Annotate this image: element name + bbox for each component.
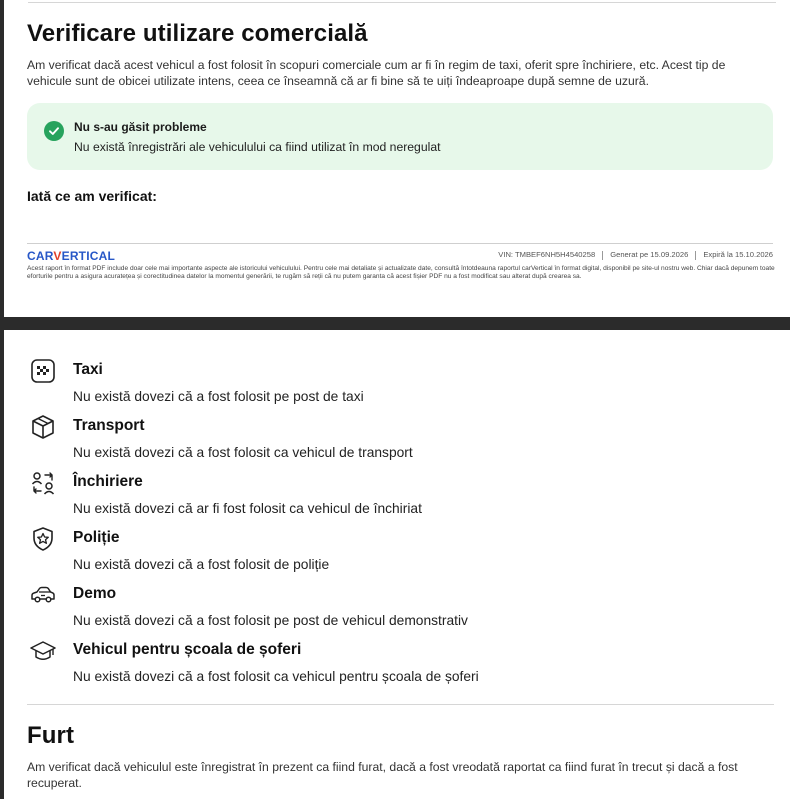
report-page-2 <box>4 330 790 799</box>
theft-title: Furt <box>27 722 75 749</box>
item-title: Vehicul pentru școala de șoferi <box>73 641 302 658</box>
item-description: Nu există dovezi că a fost folosit ca vehicul de transport <box>73 445 413 460</box>
vin-text: VIN: TMBEF6NH5H4540258 <box>498 250 596 259</box>
check-item-driving-school <box>30 638 770 694</box>
car-icon <box>30 582 56 608</box>
item-description: Nu există dovezi că a fost folosit pe post de vehicul demonstrativ <box>73 613 468 628</box>
expiry-date: Expiră la 15.10.2026 <box>703 250 773 259</box>
page-title: Verificare utilizare comercială <box>27 20 368 47</box>
taxi-icon <box>30 358 56 384</box>
item-description: Nu există dovezi că a fost folosit ca vehicul pentru școala de șoferi <box>73 669 479 684</box>
graduation-cap-icon <box>30 638 56 664</box>
check-item-police <box>30 526 770 582</box>
check-item-rental <box>30 470 770 526</box>
item-description: Nu există dovezi că a fost folosit de poliție <box>73 557 330 572</box>
check-item-transport <box>30 414 770 470</box>
rental-swap-icon <box>30 470 56 496</box>
report-meta <box>498 250 773 260</box>
report-footer <box>27 243 775 281</box>
check-item-taxi <box>30 358 770 414</box>
item-title: Demo <box>73 585 117 602</box>
section-intro: Am verificat dacă acest vehicul a fost folosit în scopuri comerciale cum ar fi în regim de taxi, oferit spre închiriere, etc. Acest tip de vehicule sunt de obicei utilizate intens, ceea ce înseamnă că ar fi bine să te uiți îndeaproape după semne de uzură. <box>27 58 726 88</box>
check-circle-icon <box>44 121 64 141</box>
status-box <box>27 103 773 170</box>
item-title: Taxi <box>73 361 103 378</box>
status-message: Nu există înregistrări ale vehiculului ca fiind utilizat în mod neregulat <box>74 140 441 154</box>
item-title: Poliție <box>73 529 120 546</box>
check-item-demo <box>30 582 770 638</box>
report-page-1 <box>4 0 790 317</box>
disclaimer-text: Acest raport în format PDF include doar cele mai importante aspecte ale istoricului vehiculului. Pentru cele mai detaliate și actualizate date, consultă întotdeauna raportul carVertical în format digital, disponibil pe site-ul nostru web. Chiar dacă depunem toate eforturile pentru a asigura acuratețea și corectitudinea datelor la momentul generării, te rugăm să reții că nu putem garanta că acest fișier PDF nu a fost modificat sau alterat după crearea sa. <box>27 265 775 281</box>
box-icon <box>30 414 56 440</box>
police-badge-icon <box>30 526 56 552</box>
theft-intro: Am verificat dacă vehiculul este înregistrat în prezent ca fiind furat, dacă a fost vreodată raportat ca fiind furat în trecut și dacă a fost recuperat. <box>27 760 738 790</box>
status-title: Nu s-au găsit probleme <box>74 120 207 134</box>
checked-heading: Iată ce am verificat: <box>27 188 157 204</box>
item-description: Nu există dovezi că a fost folosit pe post de taxi <box>73 389 364 404</box>
section-divider <box>27 704 774 705</box>
carvertical-logo: CARVERTICAL <box>27 249 116 263</box>
top-divider <box>28 2 776 3</box>
item-title: Închiriere <box>73 473 143 490</box>
item-title: Transport <box>73 417 145 434</box>
generated-date: Generat pe 15.09.2026 <box>610 250 689 259</box>
item-description: Nu există dovezi că ar fi fost folosit ca vehicul de închiriat <box>73 501 422 516</box>
